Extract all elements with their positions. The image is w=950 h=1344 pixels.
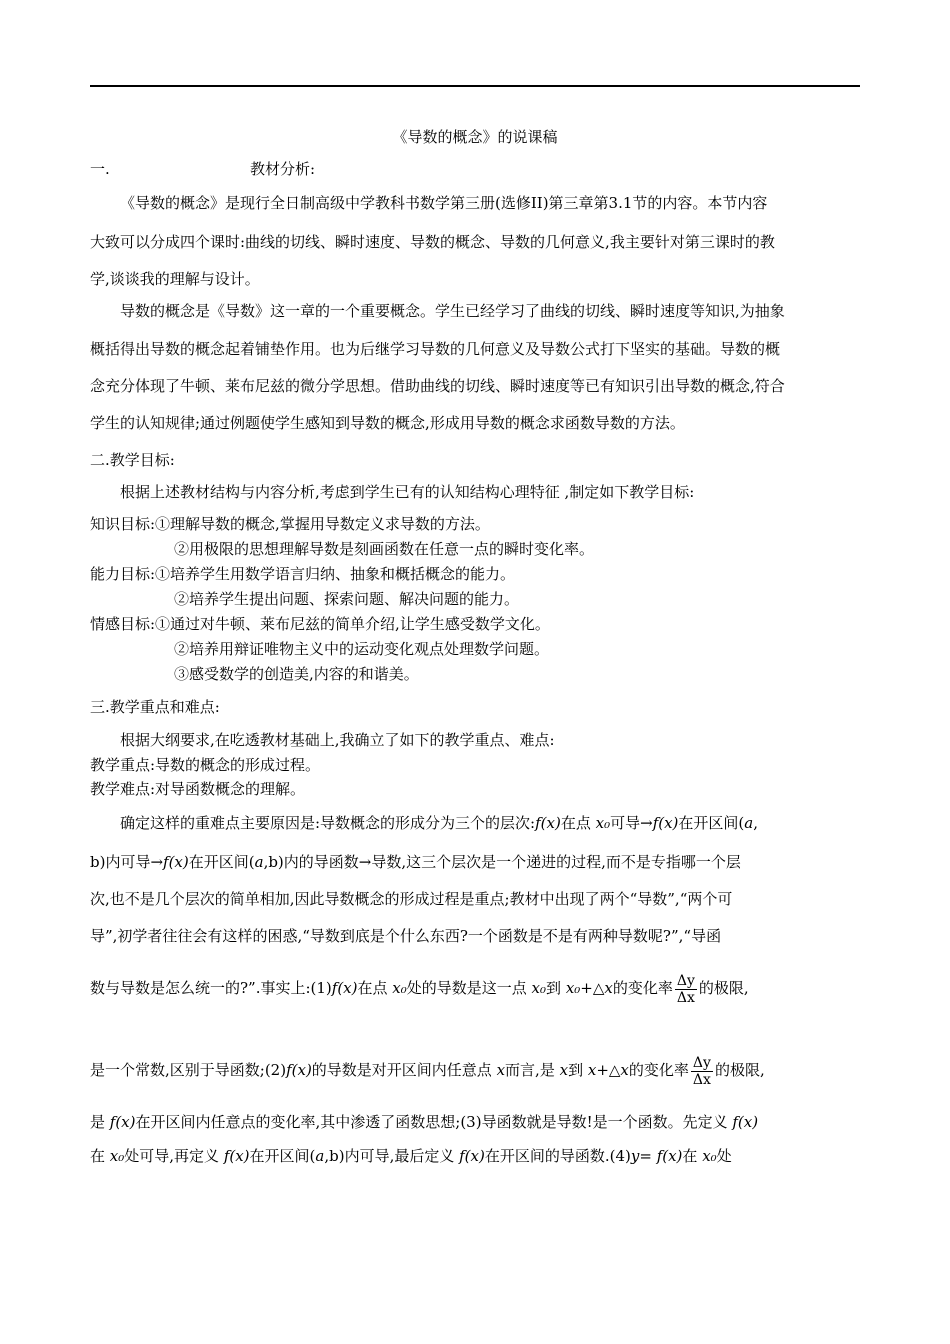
paragraph-5-line-4: 导”,初学者往往会有这样的困惑,“导数到底是个什么东西?一个函数是不是有两种导数呢?”,“导函 bbox=[90, 927, 722, 945]
goal-ability-1: 能力目标:①培养学生用数学语言归纳、抽象和概括概念的能力。 bbox=[90, 565, 516, 583]
paragraph-5-line-8: 在 x₀处可导,再定义 f(x)在开区间(a,b)内可导,最后定义 f(x)在开区间的导函数.(4)y= f(x)在 x₀处 bbox=[90, 1147, 732, 1165]
difficulty: 教学难点:对导函数概念的理解。 bbox=[90, 780, 306, 798]
paragraph-2-line-3: 念充分体现了牛顿、莱布尼兹的微分学思想。借助曲线的切线、瞬时速度等已有知识引出导数的概念,符合 bbox=[90, 377, 785, 395]
paragraph-3: 根据上述教材结构与内容分析,考虑到学生已有的认知结构心理特征 ,制定如下教学目标: bbox=[120, 483, 695, 501]
document-title: 《导数的概念》的说课稿 bbox=[392, 128, 558, 146]
section-2-heading: 二.教学目标: bbox=[90, 451, 175, 469]
delta-fraction-1: $\frac{\Delta y}{\Delta x}$ bbox=[676, 972, 695, 1006]
paragraph-5-line-1: 确定这样的重难点主要原因是:导数概念的形成分为三个的层次:f(x)在点 x₀可导→f(x)在开区间(a, bbox=[120, 814, 758, 832]
goal-ability-2: ②培养学生提出问题、探索问题、解决问题的能力。 bbox=[174, 590, 520, 608]
paragraph-5-line-5: 数与导数是怎么统一的?”.事实上:(1)f(x)在点 x₀处的导数是这一点 x₀到 x₀+△x的变化率 $\frac{\Delta y}{\Delta x}$ 的极限, bbox=[90, 972, 749, 1006]
paragraph-4: 根据大纲要求,在吃透教材基础上,我确立了如下的教学重点、难点: bbox=[120, 731, 555, 749]
goal-knowledge-2: ②用极限的思想理解导数是刻画函数在任意一点的瞬时变化率。 bbox=[174, 540, 595, 558]
section-1-title: 教材分析: bbox=[250, 160, 316, 178]
paragraph-2-line-4: 学生的认知规律;通过例题使学生感知到导数的概念,形成用导数的概念求函数导数的方法。 bbox=[90, 414, 685, 432]
goal-emotion-2: ②培养用辩证唯物主义中的运动变化观点处理数学问题。 bbox=[174, 640, 550, 658]
header-rule bbox=[90, 85, 860, 87]
paragraph-1-line-1: 《导数的概念》是现行全日制高级中学教科书数学第三册(选修II)第三章第3.1节的内容。本节内容 bbox=[120, 194, 768, 212]
paragraph-5-line-7: 是 f(x)在开区间内任意点的变化率,其中渗透了函数思想;(3)导函数就是导数!是一个函数。先定义 f(x) bbox=[90, 1113, 759, 1131]
goal-emotion-1: 情感目标:①通过对牛顿、莱布尼兹的简单介绍,让学生感受数学文化。 bbox=[90, 615, 550, 633]
section-1-heading bbox=[90, 160, 316, 178]
section-1-number: 一. bbox=[90, 160, 110, 178]
key-point: 教学重点:导数的概念的形成过程。 bbox=[90, 756, 321, 774]
section-3-heading: 三.教学重点和难点: bbox=[90, 698, 220, 716]
goal-knowledge-1: 知识目标:①理解导数的概念,掌握用导数定义求导数的方法。 bbox=[90, 515, 490, 533]
paragraph-2-line-2: 概括得出导数的概念起着铺垫作用。也为后继学习导数的几何意义及导数公式打下坚实的基础。导数的概 bbox=[90, 340, 781, 358]
delta-fraction-2: $\frac{\Delta y}{\Delta x}$ bbox=[692, 1054, 711, 1088]
paragraph-1-line-3: 学,谈谈我的理解与设计。 bbox=[90, 270, 260, 288]
paragraph-5-line-2: b)内可导→f(x)在开区间(a,b)内的导函数→导数,这三个层次是一个递进的过程,而不是专指哪一个层 bbox=[90, 853, 741, 871]
paragraph-5-line-6: 是一个常数,区别于导函数;(2)f(x)的导数是对开区间内任意点 x而言,是 x到 x+△x的变化率 $\frac{\Delta y}{\Delta x}$ 的极限, bbox=[90, 1054, 765, 1088]
goal-emotion-3: ③感受数学的创造美,内容的和谐美。 bbox=[174, 665, 419, 683]
paragraph-1-line-2: 大致可以分成四个课时:曲线的切线、瞬时速度、导数的概念、导数的几何意义,我主要针对第三课时的教 bbox=[90, 233, 775, 251]
paragraph-5-line-3: 次,也不是几个层次的简单相加,因此导数概念的形成过程是重点;教材中出现了两个“导数”,“两个可 bbox=[90, 890, 733, 908]
paragraph-2-line-1: 导数的概念是《导数》这一章的一个重要概念。学生已经学习了曲线的切线、瞬时速度等知识,为抽象 bbox=[120, 302, 785, 320]
